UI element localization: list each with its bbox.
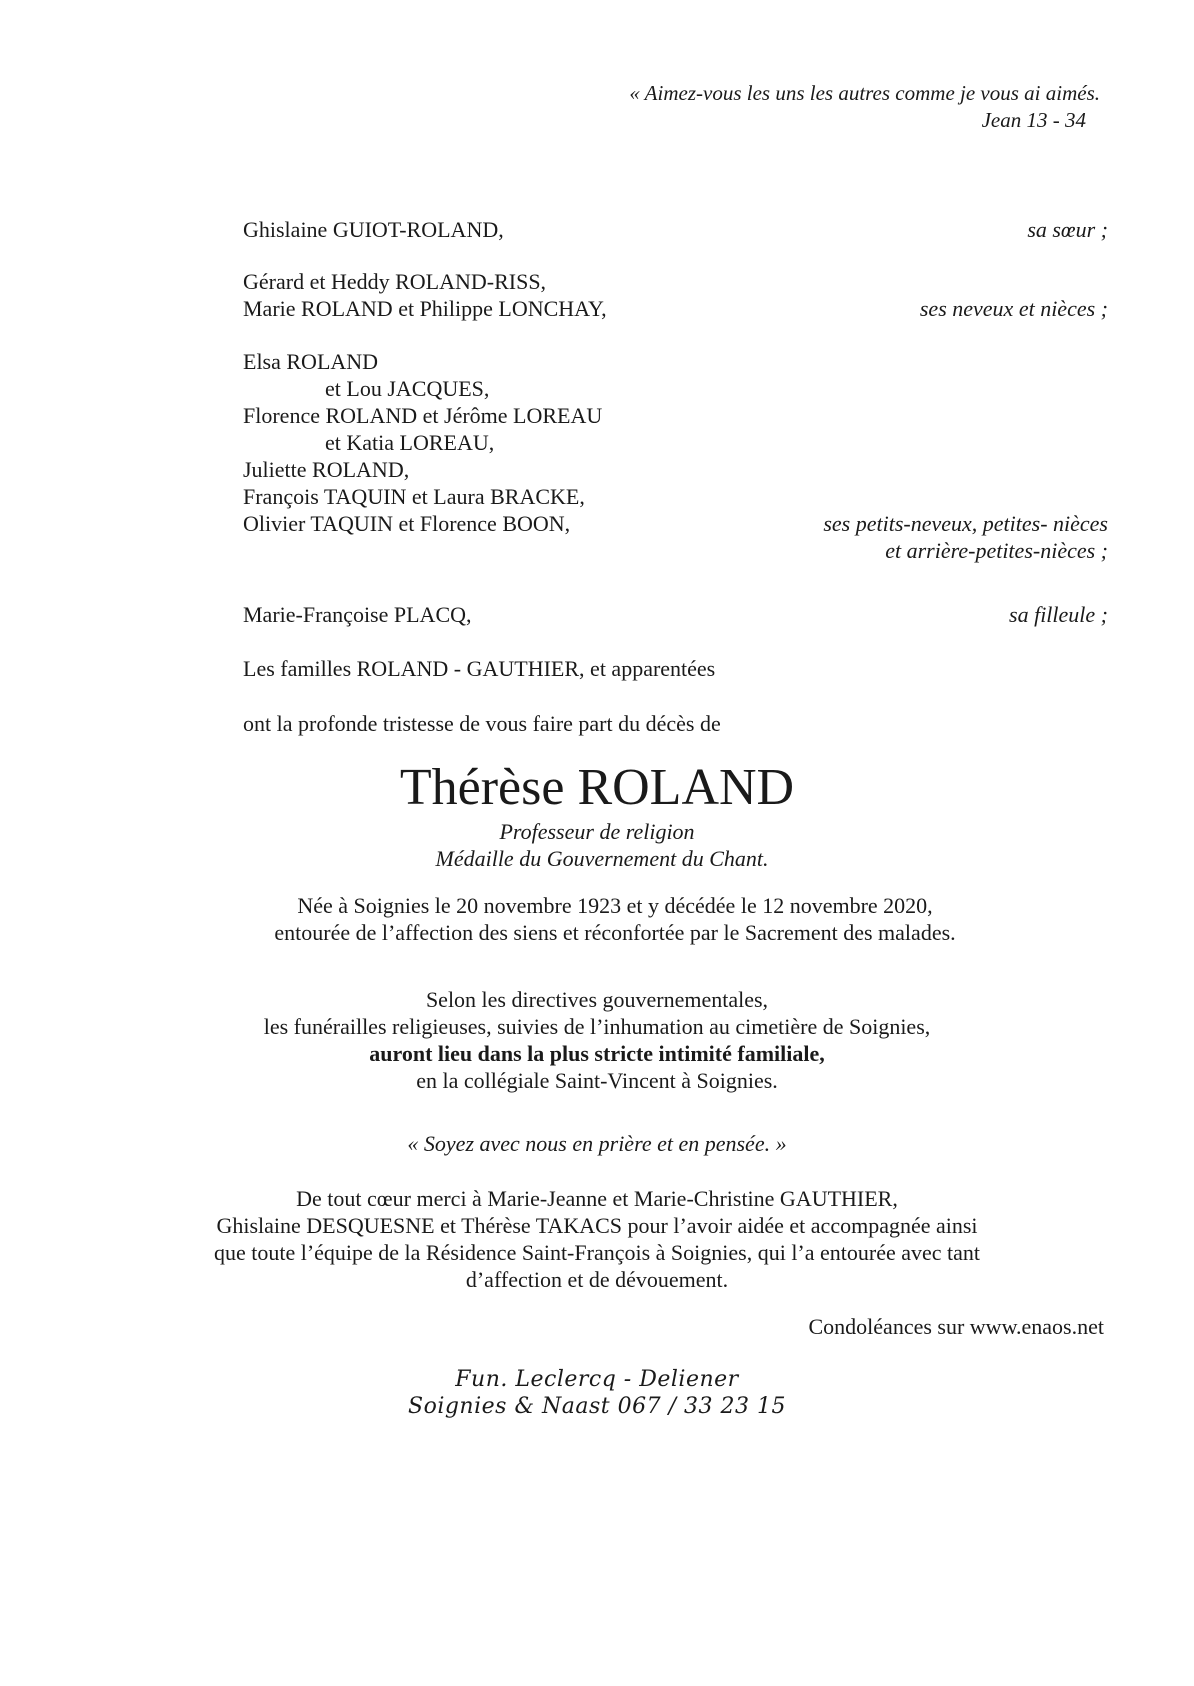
announcement: ont la profonde tristesse de vous faire part du décès de bbox=[243, 711, 721, 736]
relation-goddaughter: sa filleule ; bbox=[1009, 602, 1108, 627]
deceased-title-1: Professeur de religion bbox=[499, 819, 695, 844]
family-line: Olivier TAQUIN et Florence BOON, bbox=[243, 511, 571, 536]
thanks-line: que toute l’équipe de la Résidence Saint-François à Soignies, qui l’a entourée avec tant bbox=[213, 1240, 981, 1265]
funeral-home bbox=[0, 1366, 1194, 1420]
birth-death-info bbox=[0, 892, 1194, 946]
funeral-home-name: Fun. Leclercq - Deliener bbox=[455, 1367, 739, 1392]
prayer-text: « Soyez avec nous en prière et en pensée. » bbox=[407, 1131, 787, 1156]
thanks-line: De tout cœur merci à Marie-Jeanne et Marie-Christine GAUTHIER, bbox=[296, 1186, 898, 1211]
funeral-home-address: Soignies & Naast 067 / 33 23 15 bbox=[408, 1394, 786, 1419]
family-line: Florence ROLAND et Jérôme LOREAU bbox=[243, 403, 603, 428]
funeral-line: en la collégiale Saint-Vincent à Soignies. bbox=[416, 1068, 778, 1093]
family-line: et Katia LOREAU, bbox=[325, 430, 495, 455]
deceased-name: Thérèse ROLAND bbox=[399, 759, 795, 816]
family-line: Juliette ROLAND, bbox=[243, 457, 410, 482]
funeral-line: Selon les directives gouvernementales, bbox=[425, 987, 769, 1012]
birth-death-line: entourée de l’affection des siens et réconfortée par le Sacrement des malades. bbox=[274, 920, 956, 945]
family-nephews bbox=[243, 268, 607, 322]
family-line: François TAQUIN et Laura BRACKE, bbox=[243, 484, 585, 509]
family-line: Marie ROLAND et Philippe LONCHAY, bbox=[243, 296, 607, 321]
prayer-quote bbox=[0, 1130, 1194, 1157]
thanks-line: Ghislaine DESQUESNE et Thérèse TAKACS pour l’avoir aidée et accompagnée ainsi bbox=[216, 1213, 978, 1238]
condolences-link[interactable]: Condoléances sur www.enaos.net bbox=[808, 1314, 1104, 1339]
family-sister-name: Ghislaine GUIOT-ROLAND, bbox=[243, 217, 504, 242]
family-line: Elsa ROLAND bbox=[243, 349, 379, 374]
family-line: et Lou JACQUES, bbox=[325, 376, 490, 401]
funeral-info bbox=[0, 986, 1194, 1094]
family-related: Les familles ROLAND - GAUTHIER, et apparentées bbox=[243, 656, 716, 681]
relation-line: ses petits-neveux, petites- nièces bbox=[823, 511, 1108, 536]
relation-line: et arrière-petites-nièces ; bbox=[885, 538, 1108, 563]
funeral-line-bold: auront lieu dans la plus stricte intimité familiale, bbox=[369, 1041, 825, 1066]
family-grand-nephews bbox=[243, 348, 602, 537]
family-line: Gérard et Heddy ROLAND-RISS, bbox=[243, 269, 547, 294]
deceased-title-2: Médaille du Gouvernement du Chant. bbox=[435, 846, 769, 871]
funeral-line: les funérailles religieuses, suivies de l’inhumation au cimetière de Soignies, bbox=[263, 1014, 931, 1039]
thanks bbox=[0, 1185, 1194, 1293]
relation-grand-nephews bbox=[823, 510, 1108, 564]
birth-death-line: Née à Soignies le 20 novembre 1923 et y décédée le 12 novembre 2020, bbox=[297, 893, 933, 918]
thanks-line: d’affection et de dévouement. bbox=[465, 1267, 729, 1292]
quote-text: « Aimez-vous les uns les autres comme je vous ai aimés. bbox=[629, 81, 1100, 105]
quote-reference: Jean 13 - 34 bbox=[981, 108, 1086, 132]
relation-sister: sa sœur ; bbox=[1027, 217, 1108, 242]
bible-quote bbox=[440, 80, 1100, 134]
family-goddaughter: Marie-Françoise PLACQ, bbox=[243, 602, 472, 627]
deceased-titles bbox=[0, 818, 1194, 872]
relation-nephews: ses neveux et nièces ; bbox=[919, 296, 1108, 321]
